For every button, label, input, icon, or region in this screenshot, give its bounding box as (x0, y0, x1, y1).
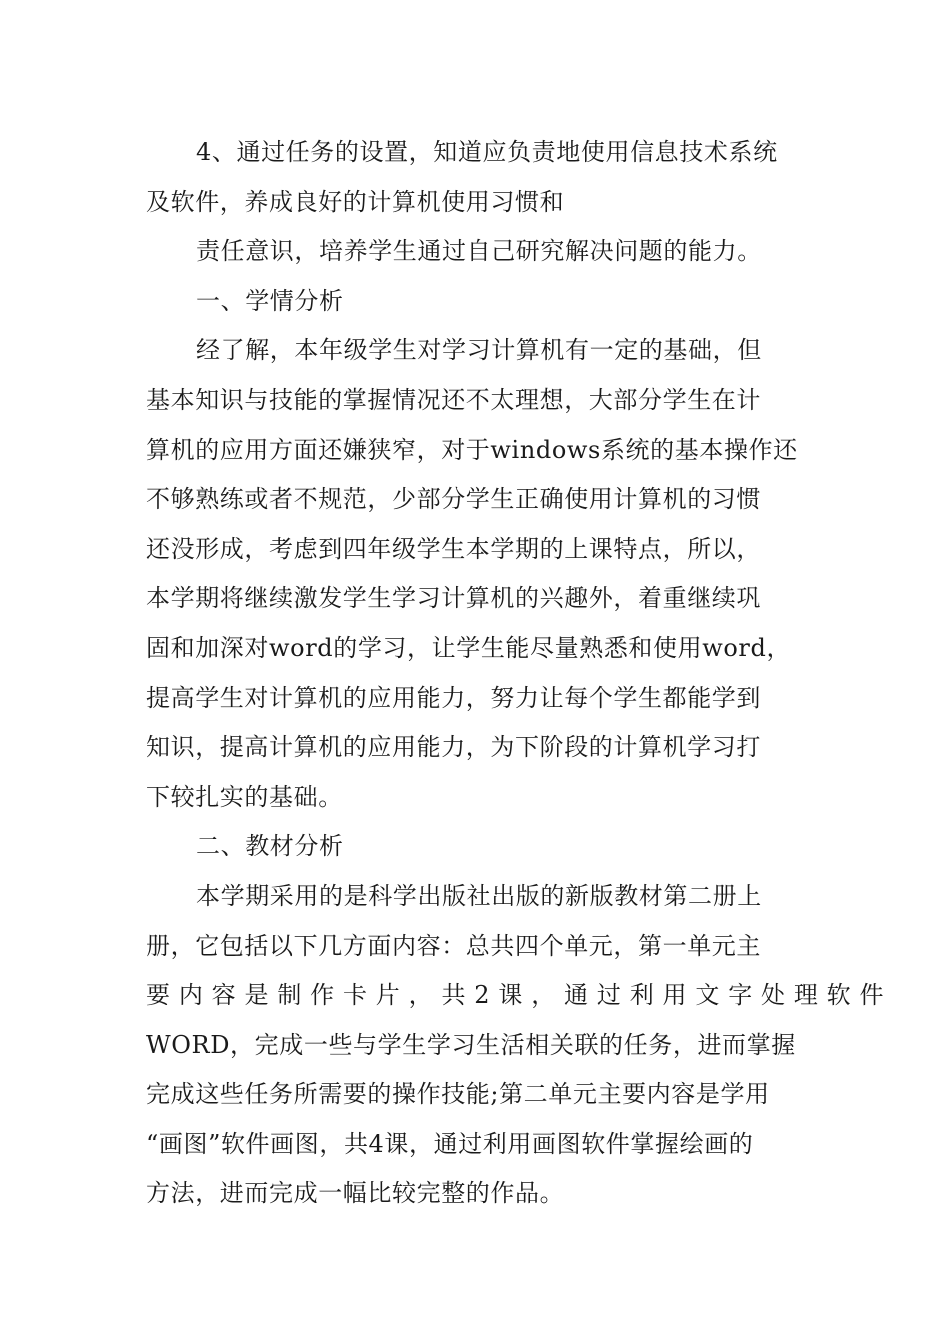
text-line: 提高学生对计算机的应用能力，努力让每个学生都能学到 (146, 683, 761, 712)
text-line: 基本知识与技能的掌握情况还不太理想，大部分学生在计 (146, 385, 761, 414)
text-line: 及软件，养成良好的计算机使用习惯和 (146, 187, 565, 216)
text-line: 算机的应用方面还嫌狭窄，对于windows系统的基本操作还 (146, 435, 798, 464)
text-line: 知识，提高计算机的应用能力，为下阶段的计算机学习打 (146, 733, 761, 762)
text-line: 经了解，本年级学生对学习计算机有一定的基础，但 (196, 336, 762, 365)
document-body (146, 128, 885, 1219)
text-line: 册，它包括以下几方面内容：总共四个单元，第一单元主 (146, 931, 761, 960)
paragraph-student-analysis (146, 326, 804, 822)
text-line: WORD，完成一些与学生学习生活相关联的任务，进而掌握 (146, 1030, 796, 1059)
paragraph-goal-4-continued (146, 227, 804, 277)
section-heading-textbook-analysis (146, 822, 804, 872)
text-line: 方法，进而完成一幅比较完整的作品。 (146, 1179, 565, 1208)
text-line: 完成这些任务所需要的操作技能;第二单元主要内容是学用 (146, 1080, 770, 1109)
text-line: 不够熟练或者不规范，少部分学生正确使用计算机的习惯 (146, 485, 761, 514)
paragraph-goal-4 (146, 128, 804, 227)
text-line: 责任意识，培养学生通过自己研究解决问题的能力。 (196, 237, 762, 266)
text-line: “画图”软件画图，共4课，通过利用画图软件掌握绘画的 (146, 1129, 754, 1158)
text-line: 固和加深对word的学习，让学生能尽量熟悉和使用word， (146, 633, 792, 662)
heading-text: 一、学情分析 (196, 286, 344, 315)
text-line: 本学期将继续激发学生学习计算机的兴趣外，着重继续巩 (146, 584, 761, 613)
paragraph-textbook-analysis (146, 872, 885, 1219)
text-line: 要 内 容 是 制 作 卡 片 ， 共 2 课 ， 通 过 利 用 文 字 处 理 软 件 (146, 981, 885, 1010)
text-line: 本学期采用的是科学出版社出版的新版教材第二册上 (196, 881, 762, 910)
text-line: 4、通过任务的设置，知道应负责地使用信息技术系统 (196, 138, 778, 166)
text-line: 还没形成，考虑到四年级学生本学期的上课特点，所以， (146, 534, 761, 563)
text-line: 下较扎实的基础。 (146, 782, 343, 811)
heading-text: 二、教材分析 (196, 832, 344, 861)
section-heading-student-analysis (146, 277, 804, 327)
